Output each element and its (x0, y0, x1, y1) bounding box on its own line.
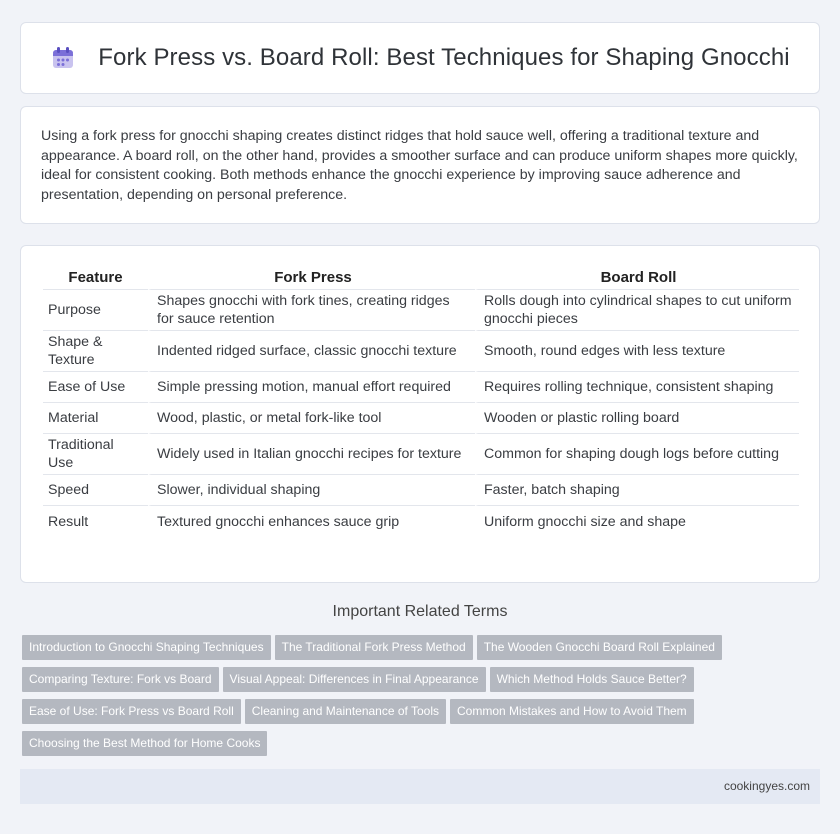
related-term-tag[interactable]: Choosing the Best Method for Home Cooks (22, 731, 267, 756)
comparison-table (43, 266, 799, 537)
fork-press-cell: Indented ridged surface, classic gnocchi texture (148, 331, 475, 372)
feature-cell: Result (48, 513, 89, 530)
board-roll-cell: Requires rolling technique, consistent shaping (475, 372, 799, 403)
related-term-tag[interactable]: Cleaning and Maintenance of Tools (245, 699, 446, 724)
calendar-icon (50, 45, 76, 71)
title-card (20, 22, 820, 94)
board-roll-cell: Common for shaping dough logs before cutting (475, 434, 799, 475)
related-term-tag[interactable]: Ease of Use: Fork Press vs Board Roll (22, 699, 241, 724)
related-term-tag[interactable]: The Traditional Fork Press Method (275, 635, 473, 660)
table-row (43, 372, 799, 403)
fork-press-cell: Simple pressing motion, manual effort required (148, 372, 475, 403)
page-title: Fork Press vs. Board Roll: Best Techniques for Shaping Gnocchi (98, 44, 790, 71)
related-term-tag[interactable]: Comparing Texture: Fork vs Board (22, 667, 219, 692)
fork-press-cell: Shapes gnocchi with fork tines, creating ridges for sauce retention (148, 290, 475, 331)
column-header: Feature (43, 266, 148, 290)
site-name[interactable]: cookingyes.com (723, 779, 810, 793)
table-row (43, 290, 799, 331)
related-term-tag[interactable]: Visual Appeal: Differences in Final Appearance (223, 667, 486, 692)
related-term-tag[interactable]: The Wooden Gnocchi Board Roll Explained (477, 635, 722, 660)
feature-cell: Traditional Use (43, 434, 148, 475)
related-term-tag[interactable]: Introduction to Gnocchi Shaping Techniques (22, 635, 271, 660)
board-roll-cell: Smooth, round edges with less texture (475, 331, 799, 372)
fork-press-cell: Slower, individual shaping (148, 475, 475, 506)
column-header: Fork Press (148, 266, 475, 290)
related-term-tag[interactable]: Common Mistakes and How to Avoid Them (450, 699, 694, 724)
feature-cell: Speed (43, 475, 148, 506)
intro-paragraph: Using a fork press for gnocchi shaping creates distinct ridges that hold sauce well, offering a traditional texture and appearance. A board roll, on the other hand, provides a smoother surface and can produce uniform shapes more quickly, ideal for consistent cooking. Both methods enhance the gnocchi experience by improving sauce adherence and presentation, depending on personal preference. (41, 128, 798, 203)
board-roll-cell: Wooden or plastic rolling board (475, 403, 799, 434)
fork-press-cell: Widely used in Italian gnocchi recipes for texture (148, 434, 475, 475)
table-row (43, 403, 799, 434)
related-term-tag[interactable]: Which Method Holds Sauce Better? (490, 667, 694, 692)
fork-press-cell: Wood, plastic, or metal fork-like tool (148, 403, 475, 434)
table-header-row (43, 266, 799, 290)
feature-cell: Shape & Texture (43, 331, 148, 372)
board-roll-cell: Uniform gnocchi size and shape (475, 506, 799, 537)
table-row (43, 475, 799, 506)
related-terms-heading: Important Related Terms (332, 603, 508, 620)
board-roll-cell: Rolls dough into cylindrical shapes to cut uniform gnocchi pieces (475, 290, 799, 331)
table-row (43, 506, 799, 537)
feature-cell: Material (43, 403, 148, 434)
intro-card (20, 106, 820, 224)
comparison-table-card (20, 245, 820, 583)
feature-cell: Purpose (43, 290, 148, 331)
feature-cell: Ease of Use (43, 372, 148, 403)
related-terms-list (22, 635, 822, 763)
table-row (43, 331, 799, 372)
fork-press-cell: Textured gnocchi enhances sauce grip (148, 506, 475, 537)
footer (20, 769, 820, 804)
board-roll-cell: Faster, batch shaping (475, 475, 799, 506)
column-header: Board Roll (475, 266, 799, 290)
table-row (43, 434, 799, 475)
